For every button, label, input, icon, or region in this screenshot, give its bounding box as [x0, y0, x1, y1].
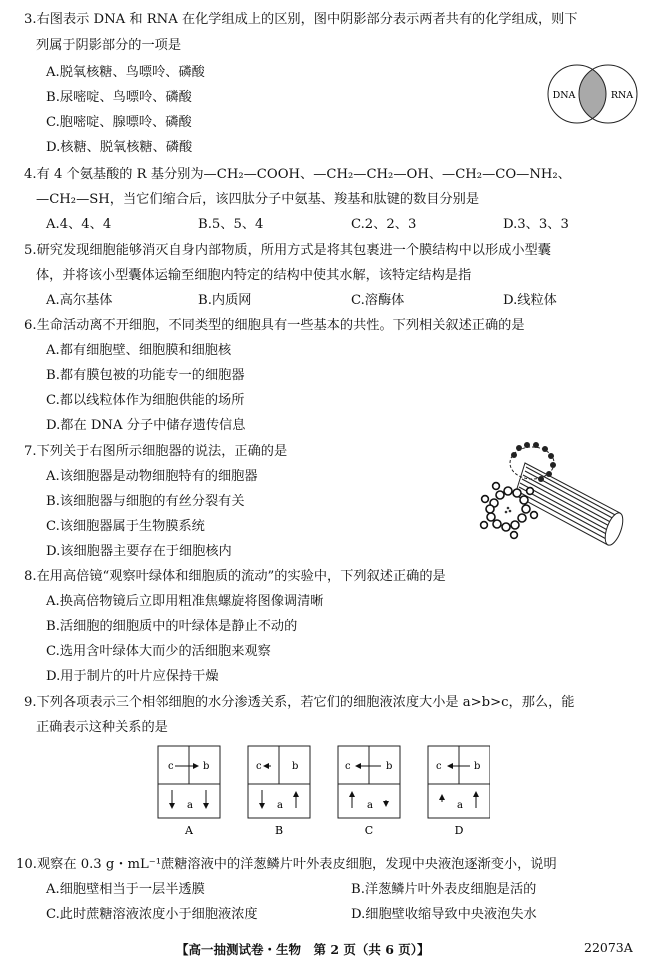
q6-option-c: C.都以线粒体作为细胞供能的场所: [46, 393, 245, 408]
exam-code: 22073A: [584, 940, 633, 955]
q6-option-a: A.都有细胞壁、细胞膜和细胞核: [46, 343, 232, 358]
diagram-c-cell-a: a: [367, 800, 373, 811]
diagram-a-cell-a: a: [187, 800, 193, 811]
centriole-center-dots: [505, 507, 512, 514]
diagram-b-cell-a: a: [277, 800, 283, 811]
q9-stem-line2: 正确表示这种关系的是: [36, 720, 168, 735]
q6-stem: 6.生命活动离不开细胞，不同类型的细胞具有一些基本的共性。下列相关叙述正确的是: [24, 318, 525, 333]
diagram-d-cell-a: a: [457, 800, 463, 811]
diagram-d-cell-c: c: [436, 761, 442, 772]
q3-stem-line1: 3.右图表示 DNA 和 RNA 在化学组成上的区别，图中阴影部分表示两者共有的化学组成，则下: [24, 12, 578, 27]
q6-option-d: D.都在 DNA 分子中储存遗传信息: [46, 418, 246, 433]
q10-option-a: A.细胞壁相当于一层半透膜: [46, 882, 205, 897]
diagram-b-label: B: [274, 824, 284, 837]
venn-label-rna: RNA: [610, 90, 634, 101]
q4-option-b: B.5、5、4: [198, 217, 264, 232]
q4-option-d: D.3、3、3: [503, 217, 569, 232]
q8-option-a: A.换高倍物镜后立即用粗准焦螺旋将图像调清晰: [46, 594, 324, 609]
q3-option-b: B.尿嘧啶、鸟嘌呤、磷酸: [46, 90, 192, 105]
q4-stem-line2: —CH₂—SH，当它们缩合后，该四肽分子中氨基、羧基和肽键的数目分别是: [36, 192, 480, 207]
q7-option-c: C.该细胞器属于生物膜系统: [46, 519, 205, 534]
q4-stem-line1: 4.有 4 个氨基酸的 R 基分别为—CH₂—COOH、—CH₂—CH₂—OH、—CH₂—CO—NH₂、: [24, 167, 571, 182]
q10-option-c: C.此时蔗糖溶液浓度小于细胞液浓度: [46, 907, 258, 922]
venn-diagram: [544, 60, 644, 128]
q10-option-b: B.洋葱鳞片叶外表皮细胞是活的: [351, 882, 537, 897]
q3-option-c: C.胞嘧啶、腺嘌呤、磷酸: [46, 115, 192, 130]
diagram-b: [248, 746, 310, 837]
q9-stem-line1: 9.下列各项表示三个相邻细胞的水分渗透关系，若它们的细胞液浓度大小是 a>b>c，那么，能: [24, 695, 575, 710]
q5-option-d: D.线粒体: [503, 293, 557, 308]
q7-option-a: A.该细胞器是动物细胞特有的细胞器: [46, 469, 258, 484]
q5-option-c: C.溶酶体: [351, 293, 405, 308]
diagram-b-cell-c: c: [256, 761, 262, 772]
q3-stem-line2: 列属于阴影部分的一项是: [36, 38, 182, 53]
diagram-b-cell-b: b: [292, 761, 299, 772]
q10-stem: 10.观察在 0.3 g・mL⁻¹蔗糖溶液中的洋葱鳞片叶外表皮细胞，发现中央液泡逐渐变小，说明: [16, 857, 557, 872]
diagram-d-label: D: [454, 824, 464, 837]
q5-stem-line1: 5.研究发现细胞能够消灭自身内部物质，所用方式是将其包裹进一个膜结构中以形成小型囊: [24, 243, 551, 258]
centriole-illustration: [470, 433, 638, 553]
diagram-d: [428, 746, 490, 837]
q7-stem: 7.下列关于右图所示细胞器的说法，正确的是: [24, 444, 288, 459]
q5-option-a: A.高尔基体: [46, 293, 113, 308]
diagram-a-label: A: [185, 824, 193, 837]
q3-option-a: A.脱氧核糖、鸟嘌呤、磷酸: [46, 65, 205, 80]
q8-stem: 8.在用高倍镜“观察叶绿体和细胞质的流动”的实验中，下列叙述正确的是: [24, 569, 446, 584]
diagram-c-cell-b: b: [386, 761, 393, 772]
q5-option-b: B.内质网: [198, 293, 252, 308]
q6-option-b: B.都有膜包被的功能专一的细胞器: [46, 368, 245, 383]
q10-option-d: D.细胞壁收缩导致中央液泡失水: [351, 907, 537, 922]
page-footer: 【高一抽测试卷・生物 第 2 页（共 6 页）】: [176, 942, 430, 957]
q7-option-b: B.该细胞器与细胞的有丝分裂有关: [46, 494, 245, 509]
q5-stem-line2: 体，并将该小型囊体运输至细胞内特定的结构中使其水解，该特定结构是指: [36, 268, 472, 283]
venn-label-dna: DNA: [552, 90, 576, 101]
q8-option-d: D.用于制片的叶片应保持干燥: [46, 669, 219, 684]
q8-option-b: B.活细胞的细胞质中的叶绿体是静止不动的: [46, 619, 298, 634]
diagram-a-cell-b: b: [203, 761, 210, 772]
q3-option-d: D.核糖、脱氧核糖、磷酸: [46, 140, 193, 155]
q7-option-d: D.该细胞器主要存在于细胞核内: [46, 544, 232, 559]
diagram-c-cell-c: c: [345, 761, 351, 772]
osmosis-diagrams: [150, 742, 490, 840]
q4-option-c: C.2、2、3: [351, 217, 417, 232]
diagram-c-label: C: [364, 824, 374, 837]
q8-option-c: C.选用含叶绿体大而少的活细胞来观察: [46, 644, 271, 659]
q4-option-a: A.4、4、4: [46, 217, 112, 232]
diagram-a-cell-c: c: [168, 761, 174, 772]
diagram-a: [158, 746, 220, 837]
diagram-d-cell-b: b: [474, 761, 481, 772]
diagram-c: [338, 746, 400, 837]
centriole-cylinder-side: [515, 463, 626, 547]
